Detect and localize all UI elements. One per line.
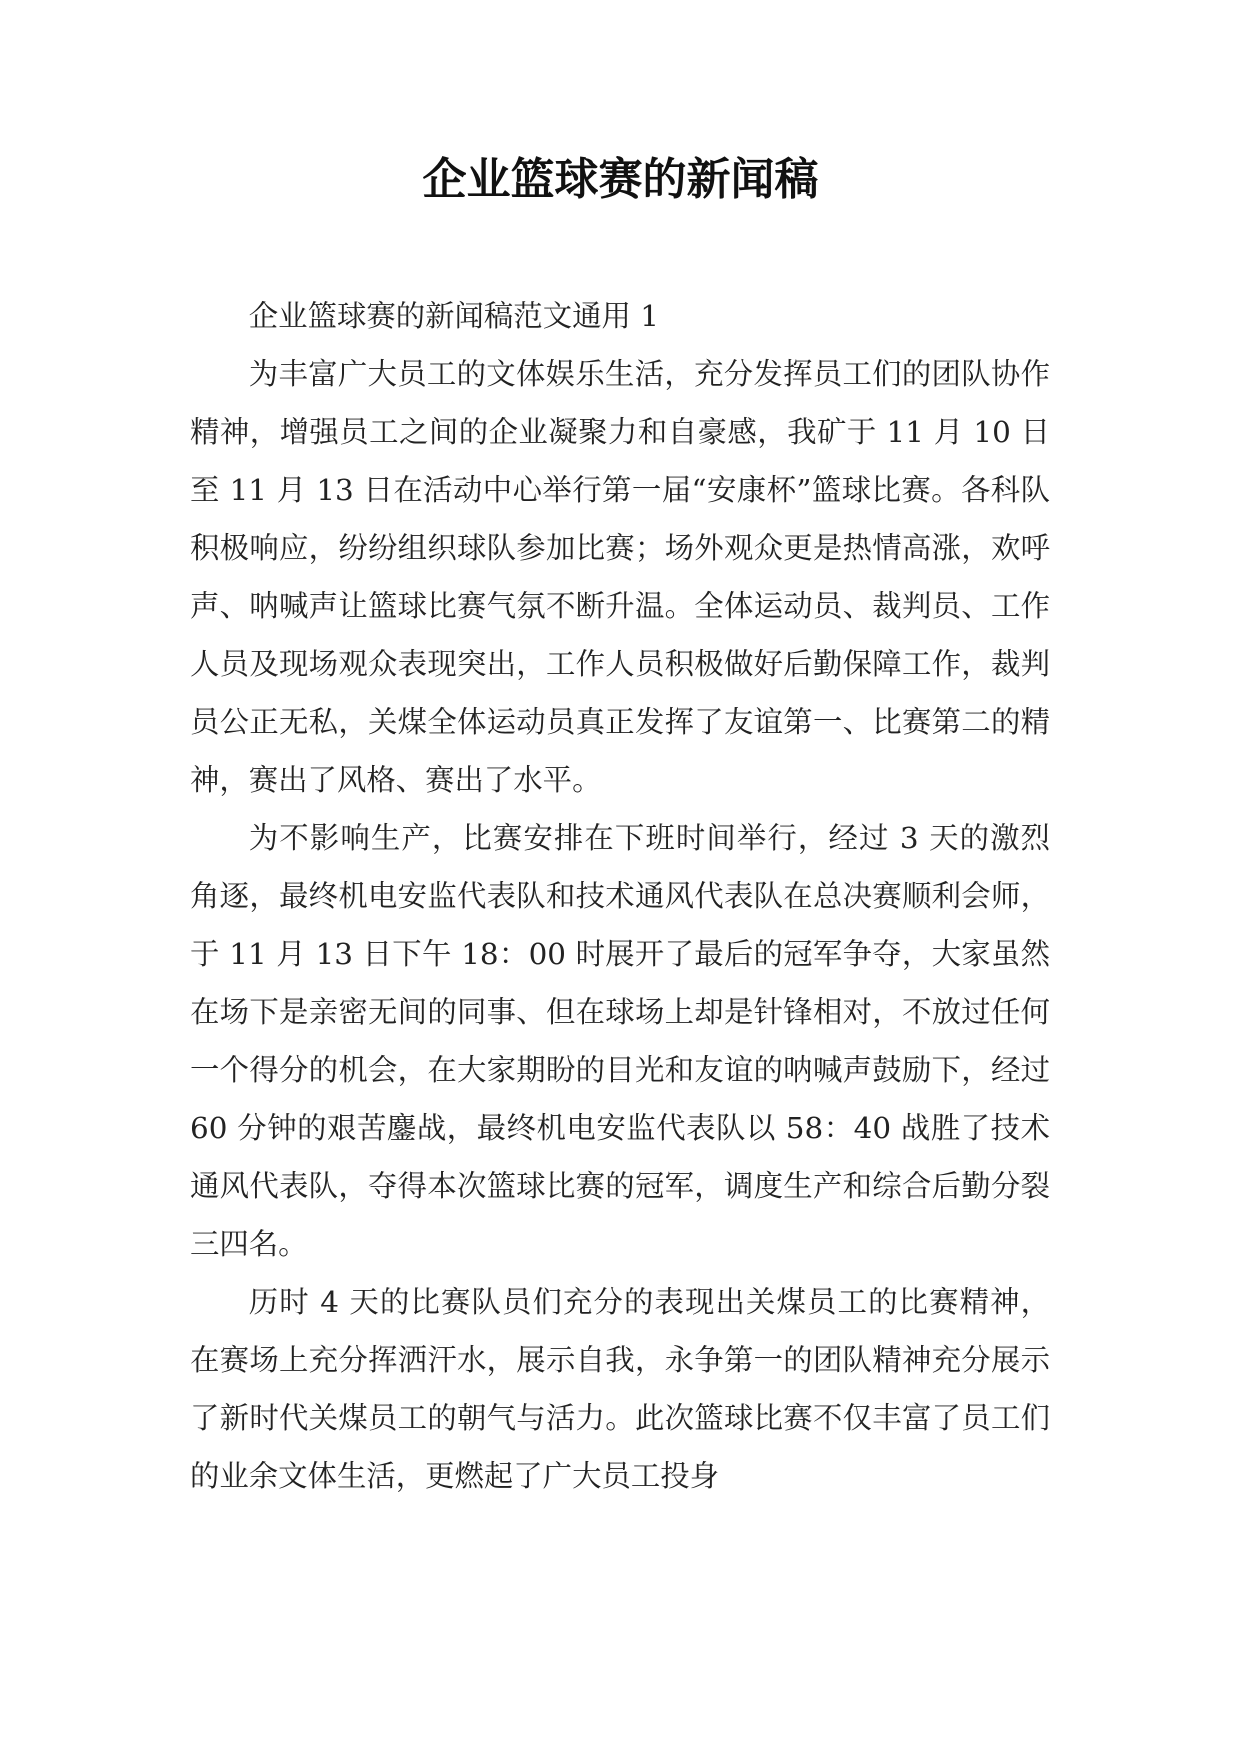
- paragraph-1: 为丰富广大员工的文体娱乐生活，充分发挥员工们的团队协作精神，增强员工之间的企业凝聚力和自豪感，我矿于 11 月 10 日至 11 月 13 日在活动中心举行第一届“安康杯”篮球比赛。各科队积极响应，纷纷组织球队参加比赛；场外观众更是热情高涨，欢呼声、呐喊声让篮球比赛气氛不断升温。全体运动员、裁判员、工作人员及现场观众表现突出，工作人员积极做好后勤保障工作，裁判员公正无私，关煤全体运动员真正发挥了友谊第一、比赛第二的精神，赛出了风格、赛出了水平。: [190, 357, 1050, 797]
- document-body: [190, 287, 1050, 1505]
- paragraph-3: 历时 4 天的比赛队员们充分的表现出关煤员工的比赛精神，在赛场上充分挥洒汗水，展示自我，永争第一的团队精神充分展示了新时代关煤员工的朝气与活力。此次篮球比赛不仅丰富了员工们的业余文体生活，更燃起了广大员工投身: [190, 1285, 1050, 1493]
- document-title: 企业篮球赛的新闻稿: [422, 154, 819, 205]
- document-subtitle: 企业篮球赛的新闻稿范文通用 1: [248, 299, 659, 333]
- paragraph-2: 为不影响生产，比赛安排在下班时间举行，经过 3 天的激烈角逐，最终机电安监代表队和技术通风代表队在总决赛顺利会师，于 11 月 13 日下午 18：00 时展开了最后的冠军争夺，大家虽然在场下是亲密无间的同事、但在球场上却是针锋相对，不放过任何一个得分的机会，在大家期盼的目光和友谊的呐喊声鼓励下，经过 60 分钟的艰苦鏖战，最终机电安监代表队以 58：40 战胜了技术通风代表队，夺得本次篮球比赛的冠军，调度生产和综合后勤分裂三四名。: [190, 821, 1050, 1261]
